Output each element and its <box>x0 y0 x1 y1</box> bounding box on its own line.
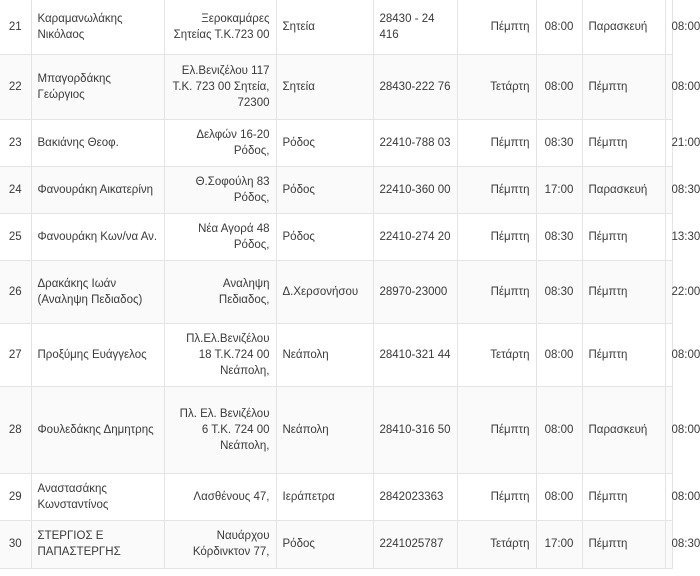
duty-start-time: 08:00 <box>536 323 582 386</box>
duty-end-day: Παρασκευή <box>582 166 665 213</box>
duty-end-time: 21:00 <box>665 119 672 166</box>
pharmacist-name: Προξύμης Ευάγγελος <box>31 323 164 386</box>
duty-start-day: Τετάρτη <box>457 323 536 386</box>
table-row <box>0 0 672 54</box>
duty-start-day: Τετάρτη <box>457 54 536 119</box>
duty-start-day: Πέμπτη <box>457 119 536 166</box>
duty-start-day: Πέμπτη <box>457 213 536 260</box>
pharmacy-phone: 28410-316 50 <box>373 386 457 473</box>
duty-end-day: Πέμπτη <box>582 520 665 568</box>
pharmacy-address: Πλ.Ελ.Βενιζέλου 18 Τ.Κ.724 00 Νεάπολη, <box>164 323 276 386</box>
duty-end-time: 08:00 <box>665 386 672 473</box>
duty-end-day: Παρασκευή <box>582 386 665 473</box>
pharmacist-name: Βακιάνης Θεοφ. <box>31 119 164 166</box>
pharmacy-city: Ρόδος <box>276 213 373 260</box>
pharmacy-address: Ελ.Βενιζέλου 117 Τ.Κ. 723 00 Σητεία, 72300 <box>164 54 276 119</box>
duty-end-day: Πέμπτη <box>582 260 665 323</box>
duty-end-day: Πέμπτη <box>582 323 665 386</box>
duty-end-time: 08:30 <box>665 520 672 568</box>
pharmacy-address: Νέα Αγορά 48 Ρόδος, <box>164 213 276 260</box>
pharmacy-city: Ρόδος <box>276 119 373 166</box>
row-number: 24 <box>0 166 31 213</box>
row-number: 23 <box>0 119 31 166</box>
pharmacy-phone: 28430-222 76 <box>373 54 457 119</box>
pharmacy-city: Νεάπολη <box>276 323 373 386</box>
pharmacy-address: Αναληψη Πεδιαδος, <box>164 260 276 323</box>
row-number: 30 <box>0 520 31 568</box>
pharmacy-phone: 2241025787 <box>373 520 457 568</box>
pharmacy-phone: 2842023363 <box>373 473 457 520</box>
row-number: 26 <box>0 260 31 323</box>
pharmacist-name: Δρακάκης Ιωάν (Αναληψη Πεδιαδος) <box>31 260 164 323</box>
pharmacy-city: Σητεία <box>276 54 373 119</box>
table-row <box>0 323 672 386</box>
row-number: 29 <box>0 473 31 520</box>
pharmacy-phone: 28410-321 44 <box>373 323 457 386</box>
pharmacy-phone: 28970-23000 <box>373 260 457 323</box>
duty-start-day: Πέμπτη <box>457 386 536 473</box>
pharmacy-address: Πλ. Ελ. Βενιζέλου 6 Τ.Κ. 724 00 Νεάπολη, <box>164 386 276 473</box>
duty-start-day: Τετάρτη <box>457 520 536 568</box>
duty-start-time: 08:00 <box>536 0 582 54</box>
pharmacy-city: Σητεία <box>276 0 373 54</box>
duty-start-time: 08:00 <box>536 386 582 473</box>
pharmacy-phone: 22410-788 03 <box>373 119 457 166</box>
duty-end-time: 22:00 <box>665 260 672 323</box>
duty-start-day: Πέμπτη <box>457 473 536 520</box>
row-number: 25 <box>0 213 31 260</box>
duty-start-day: Πέμπτη <box>457 0 536 54</box>
duty-start-time: 08:30 <box>536 213 582 260</box>
row-number: 21 <box>0 0 31 54</box>
pharmacist-name: Φανουράκη Αικατερίνη <box>31 166 164 213</box>
duty-start-time: 08:30 <box>536 260 582 323</box>
table-row <box>0 520 672 568</box>
duty-start-time: 08:00 <box>536 473 582 520</box>
table-row <box>0 213 672 260</box>
pharmacy-city: Ρόδος <box>276 166 373 213</box>
row-number: 27 <box>0 323 31 386</box>
table-row <box>0 119 672 166</box>
pharmacist-name: Αναστασάκης Κωνσταντίνος <box>31 473 164 520</box>
table-row <box>0 260 672 323</box>
pharmacy-city: Ιεράπετρα <box>276 473 373 520</box>
row-number: 28 <box>0 386 31 473</box>
pharmacy-address: Θ.Σοφούλη 83 Ρόδος, <box>164 166 276 213</box>
table-row <box>0 166 672 213</box>
pharmacy-address: Δελφών 16-20 Ρόδος, <box>164 119 276 166</box>
duty-start-time: 08:00 <box>536 54 582 119</box>
pharmacist-name: ΣΤΕΡΓΙΟΣ Ε ΠΑΠΑΣΤΕΡΓΗΣ <box>31 520 164 568</box>
duty-end-time: 08:00 <box>665 473 672 520</box>
duty-end-day: Πέμπτη <box>582 473 665 520</box>
pharmacist-name: Φανουράκη Κων/να Αν. <box>31 213 164 260</box>
duty-end-time: 08:30 <box>665 166 672 213</box>
duty-start-time: 17:00 <box>536 520 582 568</box>
pharmacy-address: Ναυάρχου Κόρδινκτον 77, <box>164 520 276 568</box>
pharmacy-address: Λασθένους 47, <box>164 473 276 520</box>
pharmacy-address: Ξεροκαμάρες Σητείας Τ.Κ.723 00 <box>164 0 276 54</box>
table-row <box>0 54 672 119</box>
pharmacist-name: Καραμανωλάκης Νικόλαος <box>31 0 164 54</box>
pharmacy-city: Νεάπολη <box>276 386 373 473</box>
duty-end-day: Πέμπτη <box>582 54 665 119</box>
duty-end-time: 08:00 <box>665 323 672 386</box>
duty-start-day: Πέμπτη <box>457 260 536 323</box>
pharmacist-name: Φουλεδάκης Δημητρης <box>31 386 164 473</box>
duty-end-day: Παρασκευή <box>582 0 665 54</box>
pharmacist-name: Μπαγορδάκης Γεώργιος <box>31 54 164 119</box>
duty-end-time: 13:30 <box>665 213 672 260</box>
duty-end-time: 08:00 <box>665 54 672 119</box>
pharmacy-phone: 22410-274 20 <box>373 213 457 260</box>
duty-end-time: 08:00 <box>665 0 672 54</box>
row-number: 22 <box>0 54 31 119</box>
pharmacy-phone: 28430 - 24 416 <box>373 0 457 54</box>
table-row <box>0 386 672 473</box>
duty-end-day: Πέμπτη <box>582 213 665 260</box>
pharmacy-city: Δ.Χερσονήσου <box>276 260 373 323</box>
duty-end-day: Πέμπτη <box>582 119 665 166</box>
pharmacy-phone: 22410-360 00 <box>373 166 457 213</box>
duty-start-day: Πέμπτη <box>457 166 536 213</box>
duty-start-time: 17:00 <box>536 166 582 213</box>
duty-start-time: 08:30 <box>536 119 582 166</box>
table-row <box>0 473 672 520</box>
pharmacy-city: Ρόδος <box>276 520 373 568</box>
